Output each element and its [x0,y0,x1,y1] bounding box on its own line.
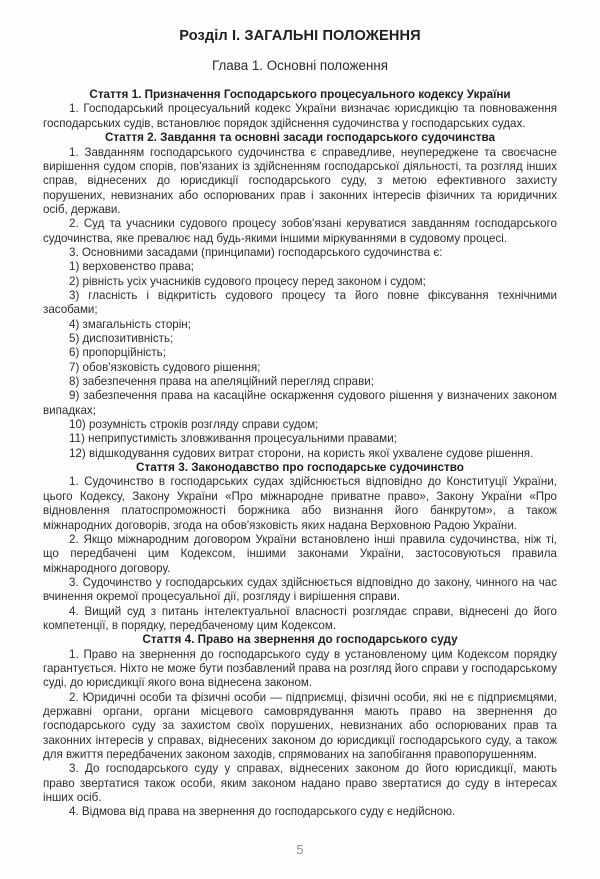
article-paragraph: 2. Суд та учасники судового процесу зобов'язані керуватися завданням господарського судочинства, яке превалює над будь-якими іншими міркуваннями в судовому процесі. [43,217,557,245]
list-item: 4) змагальність сторін; [69,317,191,331]
article-block [43,633,557,820]
article-paragraph: 1. Судочинство в господарських судах здійснюється відповідно до Конституції України, цього Кодексу, Закону України «Про міжнародне приватне право», Закону України «Про відновлення платоспроможності боржника або визнання його банкрутом», а також міжнародних договорів, згода на обов'язковість яких надана Верховною Радою України. [43,475,557,532]
article-heading: Стаття 2. Завдання та основні засади господарського судочинства [104,131,495,145]
article-paragraph: 1. Право на звернення до господарського суду в установленому цим Кодексом порядку гарантується. Ніхто не може бути позбавлений права на розгляд його справи у господарському суді, до юрисдикції якого вона віднесена законом. [43,647,557,690]
list-item: 9) забезпечення права на касаційне оскарження судового рішення у визначених законом випадках; [43,389,557,417]
article-paragraph: 2. Якщо міжнародним договором України встановлено інші правила судочинства, ніж ті, що передбачені цим Кодексом, іншими законами України, застосовуються правила міжнародного договору. [43,532,557,575]
article-heading: Стаття 3. Законодавство про господарське судочинство [136,461,464,475]
list-item: 1) верховенство права; [69,260,194,274]
page-content [43,27,557,820]
list-item: 7) обов'язковість судового рішення; [69,360,261,374]
article-paragraph: 1. Завданням господарського судочинства є справедливе, неупереджене та своєчасне вирішення судом спорів, пов'язаних із здійсненням господарської діяльності, та розгляд інших справ, віднесених до юрисдикції господарського суду, з метою ефективного захисту порушених, невизнаних або оспорюваних прав і законних інтересів фізичних та юридичних осіб, держави. [43,145,557,216]
list-item: 2) рівність усіх учасників судового процесу перед законом і судом; [69,274,426,288]
chapter-title: Глава 1. Основні положення [211,58,389,73]
article-block [43,461,557,633]
article-paragraph: 3. До господарського суду у справах, віднесених законом до його юрисдикції, мають право звертатися також особи, яким законом надано право звертатися до суду в інтересах інших осіб. [43,762,557,805]
article-paragraph: 3. Основними засадами (принципами) господарського судочинства є: [69,245,443,259]
article-heading: Стаття 1. Призначення Господарського процесуального кодексу України [89,88,511,101]
list-item: 8) забезпечення права на апеляційний перегляд справи; [69,375,374,388]
list-item: 10) розумність строків розгляду справи судом; [69,418,319,432]
articles-container [43,88,557,820]
article-heading: Стаття 4. Право на звернення до господарського суду [142,633,458,647]
article-paragraph: 1. Господарський процесуальний кодекс України визначає юрисдикцію та повноваження господарських судів, встановлює порядок здійснення судочинства у господарських судах. [43,102,557,130]
article-paragraph: 4. Відмова від права на звернення до господарського суду є недійсною. [69,805,456,819]
list-item: 5) диспозитивність; [69,331,174,345]
list-item: 3) гласність і відкритість судового процесу та його повне фіксування технічними засобами; [43,288,557,317]
article-paragraph: 2. Юридичні особи та фізичні особи — підприємці, фізичні особи, які не є підприємцями, державні органи, органи місцевого самоврядування мають право на звернення до господарського суду за захистом своїх порушених, невизнаних або оспорюваних прав та законних інтересів у справах, віднесених законом до юрисдикції господарського суду, а також для вжиття передбачених законом заходів, спрямованих на запобігання правопорушенням. [43,690,557,762]
list-item: 11) неприпустимість зловживання процесуальними правами; [69,432,397,446]
section-title: Розділ I. ЗАГАЛЬНІ ПОЛОЖЕННЯ [179,28,421,44]
list-item: 12) відшкодування судових витрат сторони, на користь якої ухвалене судове рішення. [69,446,534,460]
page-number: 5 [296,842,304,857]
article-block [43,88,557,131]
article-paragraph: 3. Судочинство у господарських судах здійснюється відповідно до закону, чинного на час вчинення окремої процесуальної дії, розгляду і вирішення справи. [43,575,557,604]
article-block [43,131,557,461]
article-paragraph: 4. Вищий суд з питань інтелектуальної власності розглядає справи, віднесені до його компетенції, в порядку, передбаченому цим Кодексом. [43,604,557,632]
list-item: 6) пропорційність; [69,346,166,360]
